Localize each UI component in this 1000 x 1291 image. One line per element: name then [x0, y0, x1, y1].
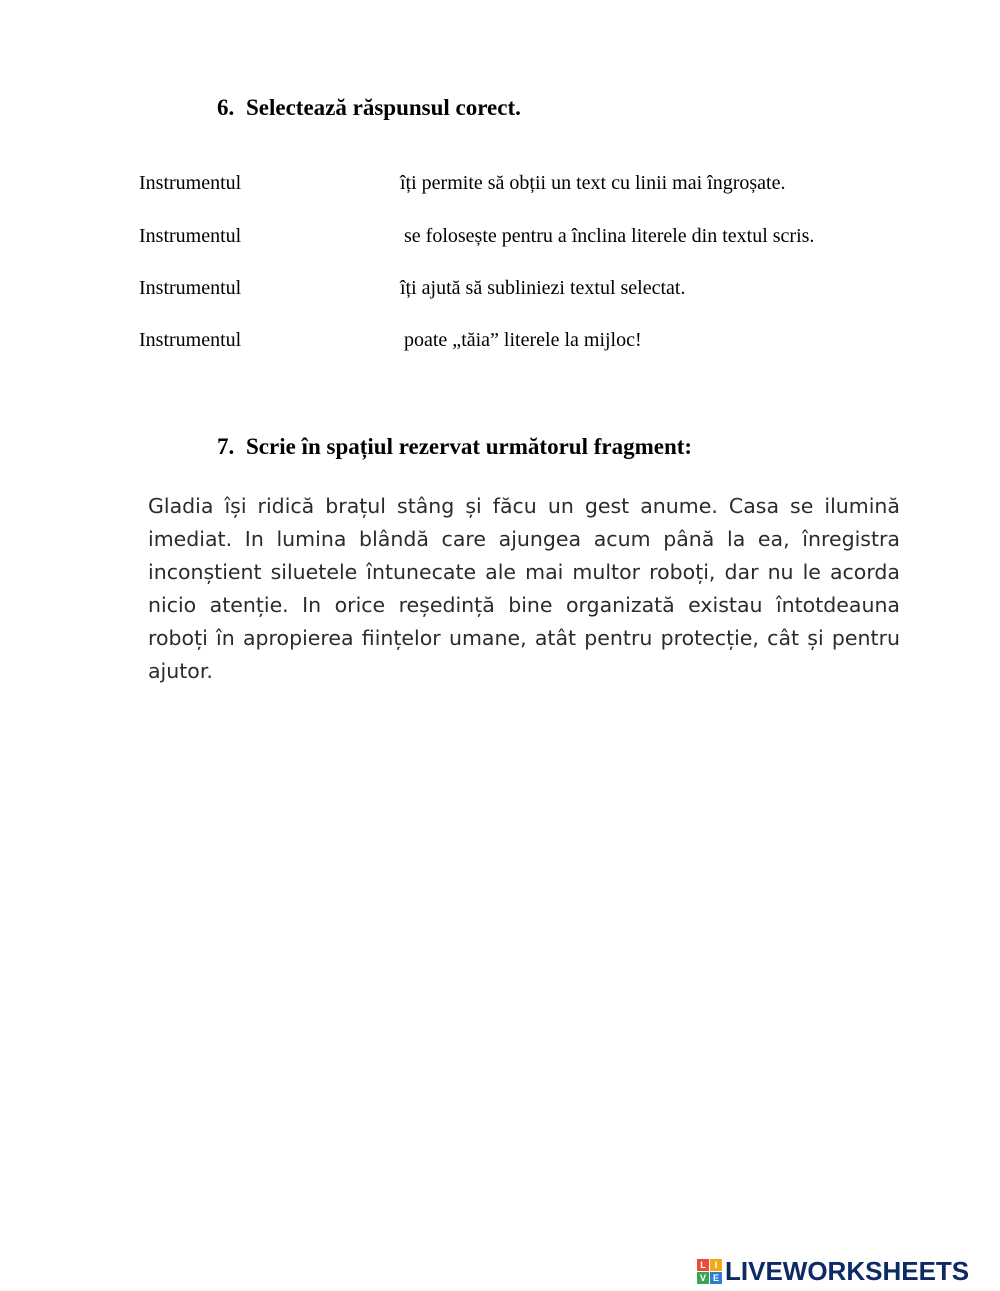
logo-square-i: I [710, 1259, 722, 1271]
row-3-text: îți ajută să subliniezi textul selectat. [400, 277, 686, 299]
row-2-label: Instrumentul [139, 225, 242, 247]
question-7-heading [217, 434, 692, 460]
logo-square-v: V [697, 1272, 709, 1284]
row-4-label: Instrumentul [139, 329, 242, 351]
logo-squares-icon [697, 1259, 722, 1284]
logo-square-e: E [710, 1272, 722, 1284]
fragment-text: Gladia își ridică brațul stâng și făcu un gest anume. Casa se ilumină imediat. In lumina blândă care ajungea acum până la ea, înregistra inconștient siluetele întunecate ale mai multor roboți, dar nu le acorda nicio atenție. In orice reședință bine organizată existau întotdeauna roboți în apropierea ființelor umane, atât pentru protecție, cât și pentru ajutor. [148, 494, 900, 683]
question-7-title: Scrie în spațiul rezervat următorul fragment: [246, 434, 693, 459]
question-6-title: Selectează răspunsul corect. [246, 95, 521, 120]
row-1-text: îți permite să obții un text cu linii mai îngroșate. [400, 172, 786, 194]
logo-text: LIVEWORKSHEETS [725, 1255, 970, 1286]
row-1-label: Instrumentul [139, 172, 242, 194]
question-6-heading [217, 95, 521, 121]
question-7-number: 7. [217, 434, 235, 459]
question-6-number: 6. [217, 95, 235, 120]
row-4-text: poate „tăia” literele la mijloc! [404, 329, 642, 351]
row-3-label: Instrumentul [139, 277, 242, 299]
row-2-text: se folosește pentru a înclina literele din textul scris. [404, 225, 815, 247]
liveworksheets-logo [697, 1255, 970, 1286]
logo-square-l: L [697, 1259, 709, 1271]
